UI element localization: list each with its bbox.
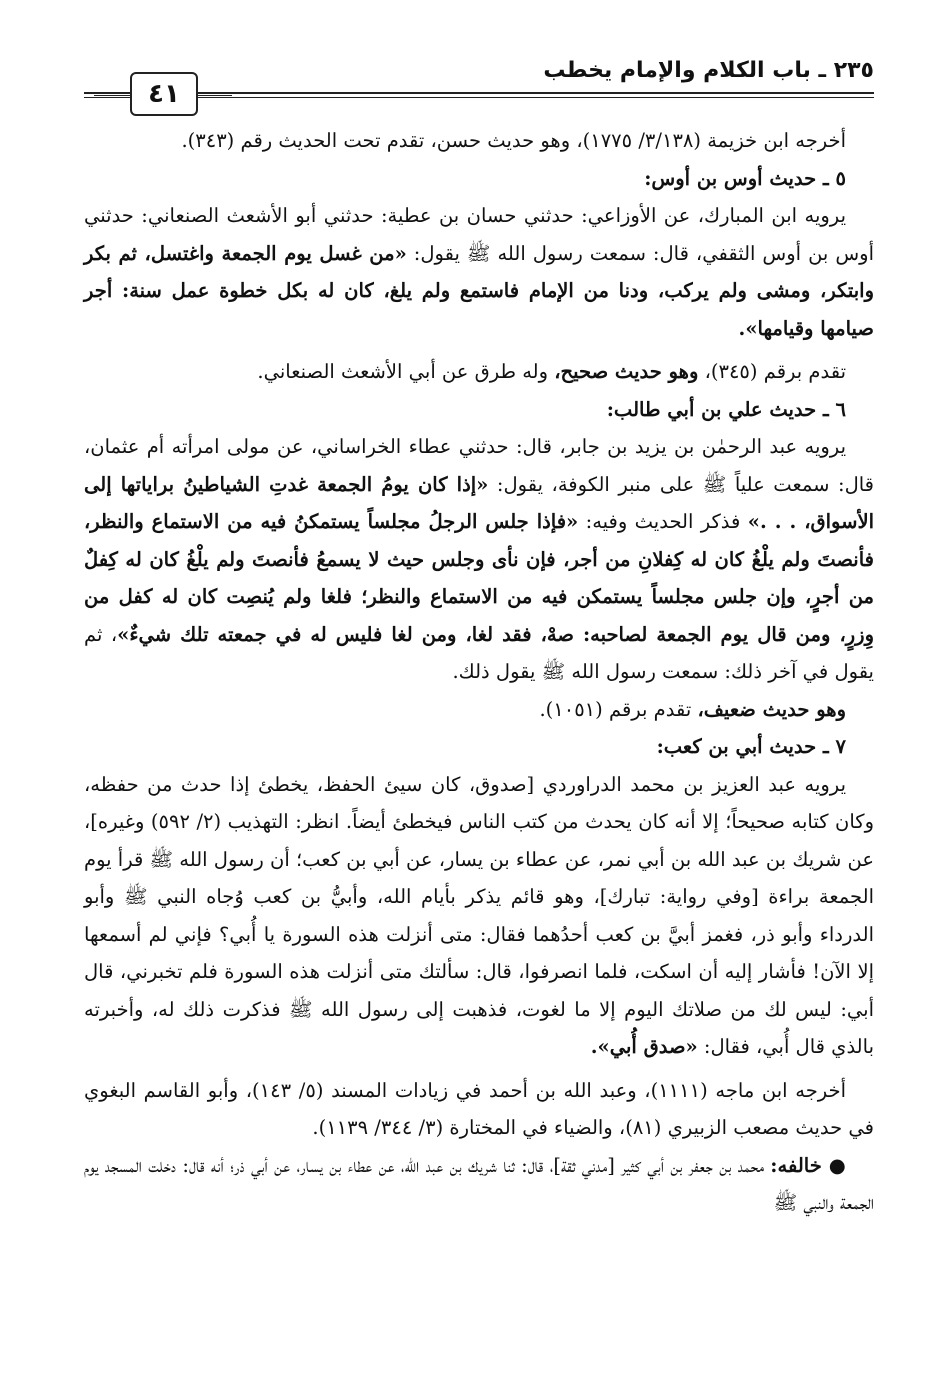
text: تقدم برقم (١٠٥١).: [539, 697, 698, 721]
khalafahu-label: ● خالفه:: [770, 1153, 846, 1177]
text: فذكر الحديث وفيه:: [578, 510, 748, 533]
grading: وهو حديث صحيح،: [554, 360, 699, 383]
text: أخرجه ابن خزيمة (٣/١٣٨/ ١٧٧٥)، وهو حديث حسن، تقدم تحت الحديث رقم (٣٤٣).: [181, 129, 846, 152]
section-heading: ٦ ـ حديث علي بن أبي طالب:: [606, 397, 846, 421]
hadith-quote: «إذا كان يومُ الجمعة غدتِ الشياطينُ براياتها إلى الأسواق، . . .»: [84, 472, 874, 533]
running-title: ٢٣٥ ـ باب الكلام والإمام يخطب: [543, 58, 874, 83]
paragraph: [84, 691, 846, 729]
text: يرويه عبد العزيز بن محمد الدراوردي [صدوق، كان سيئ الحفظ، يخطئ إذا حدث من حفظه، وكان كتابه صحيحاً؛ إلا أنه كان يحدث من كتب الناس فيخطئ أيضاً. انظر: التهذيب (٢/ ٥٩٢) وغيره]، عن شريك بن عبد الله بن أبي نمر، عن عطاء بن يسار، عن أبي بن كعب؛ أن رسول الله ﷺ قرأ يوم الجمعة براءة [وفي رواية: تبارك]، وهو قائم يذكر بأيام الله، وأبيُّ بن كعب وُجاه النبي ﷺ وأبو الدرداء وأبو ذر، فغمز أبيَّ بن كعب أحدُهما فقال: متى أنزلت هذه السورة يا أُبي؟ فإني لم أسمعها إلا الآن! فأشار إليه أن اسكت، فلما انصرفوا، قال: سألتك متى أنزلت هذه السورة فلم تخبرني، قال أبي: ليس لك من صلاتك اليوم إلا ما لغوت، فذهبت إلى رسول الله ﷺ فذكرت ذلك له، وأخبرته بالذي قال أُبي، فقال:: [84, 772, 874, 1058]
paragraph: [84, 1147, 874, 1222]
text: محمد بن جعفر بن أبي كثير [مدني ثقة]، قال: ثنا شريك بن عبد الله، عن عطاء بن يسار، عن أبي ذر؛ أنه قال: دخلت المسجد يوم الجمعة والنبي ﷺ: [84, 1153, 874, 1214]
text: أخرجه ابن ماجه (١١١١)، وعبد الله بن أحمد في زيادات المسند (٥/ ١٤٣)، وأبو القاسم البغوي في حديث مصعب الزبيري (٨١)، والضياء في المختارة (٣/ ٣٤٤/ ١١٣٩).: [84, 1078, 874, 1139]
text: ، ثم يقول في آخر ذلك: سمعت رسول الله ﷺ يقول ذلك.: [84, 622, 874, 683]
text: تقدم برقم (٣٤٥)،: [698, 360, 846, 383]
paragraph: [84, 428, 874, 691]
page-body: [84, 122, 874, 1222]
hadith-quote: «صدق أُبي».: [590, 1035, 698, 1058]
ornament-left: [94, 93, 130, 96]
grading: وهو حديث ضعيف،: [697, 697, 846, 721]
ornament-right: [196, 93, 232, 96]
section-heading: ٧ ـ حديث أبي بن كعب:: [656, 735, 846, 758]
hadith-quote: «فإذا جلس الرجلُ مجلساً يستمكنُ فيه من الاستماع والنظر، فأنصتَ ولم يلْغُ كان له كِفلانِ من أجر، فإن نأى وجلس حيث لا يسمعُ فأنصتَ ولم يلْغُ كان له كِفلٌ من أجرٍ، وإن جلس مجلساً يستمكن فيه من الاستماع والنظر؛ فلغا ولم يُنصِت كان له كفل من وِزرٍ، ومن قال يوم الجمعة لصاحبه: صهْ، فقد لغا، ومن لغا فليس له في جمعته تلك شيءٌ»: [84, 510, 874, 646]
paragraph: [84, 122, 874, 160]
page-header: [84, 52, 874, 109]
hadith-quote: «من غسل يوم الجمعة واغتسل، ثم بكر وابتكر، ومشى ولم يركب، ودنا من الإمام فاستمع ولم يلغ، كان له بكل خطوة عمل سنة: أجر صيامها وقيامها».: [84, 241, 874, 340]
text: يرويه ابن المبارك، عن الأوزاعي: حدثني حسان بن عطية: حدثني أبو الأشعث الصنعاني: حدثني أوس بن أوس الثقفي، قال: سمعت رسول الله ﷺ يقول:: [84, 204, 874, 265]
paragraph: [84, 197, 874, 347]
paragraph: [84, 766, 874, 1066]
paragraph: [84, 1072, 874, 1147]
text: يرويه عبد الرحمٰن بن يزيد بن جابر، قال: حدثني عطاء الخراساني، عن مولى امرأته أم عثمان، قال: سمعت علياً ﷺ على منبر الكوفة، يقول:: [84, 435, 875, 496]
section-heading: ٥ ـ حديث أوس بن أوس:: [644, 166, 846, 190]
paragraph: [84, 353, 874, 391]
page-number: ٤١: [130, 72, 198, 116]
header-rule-thin: [84, 97, 874, 98]
text: وله طرق عن أبي الأشعث الصنعاني.: [257, 360, 555, 383]
